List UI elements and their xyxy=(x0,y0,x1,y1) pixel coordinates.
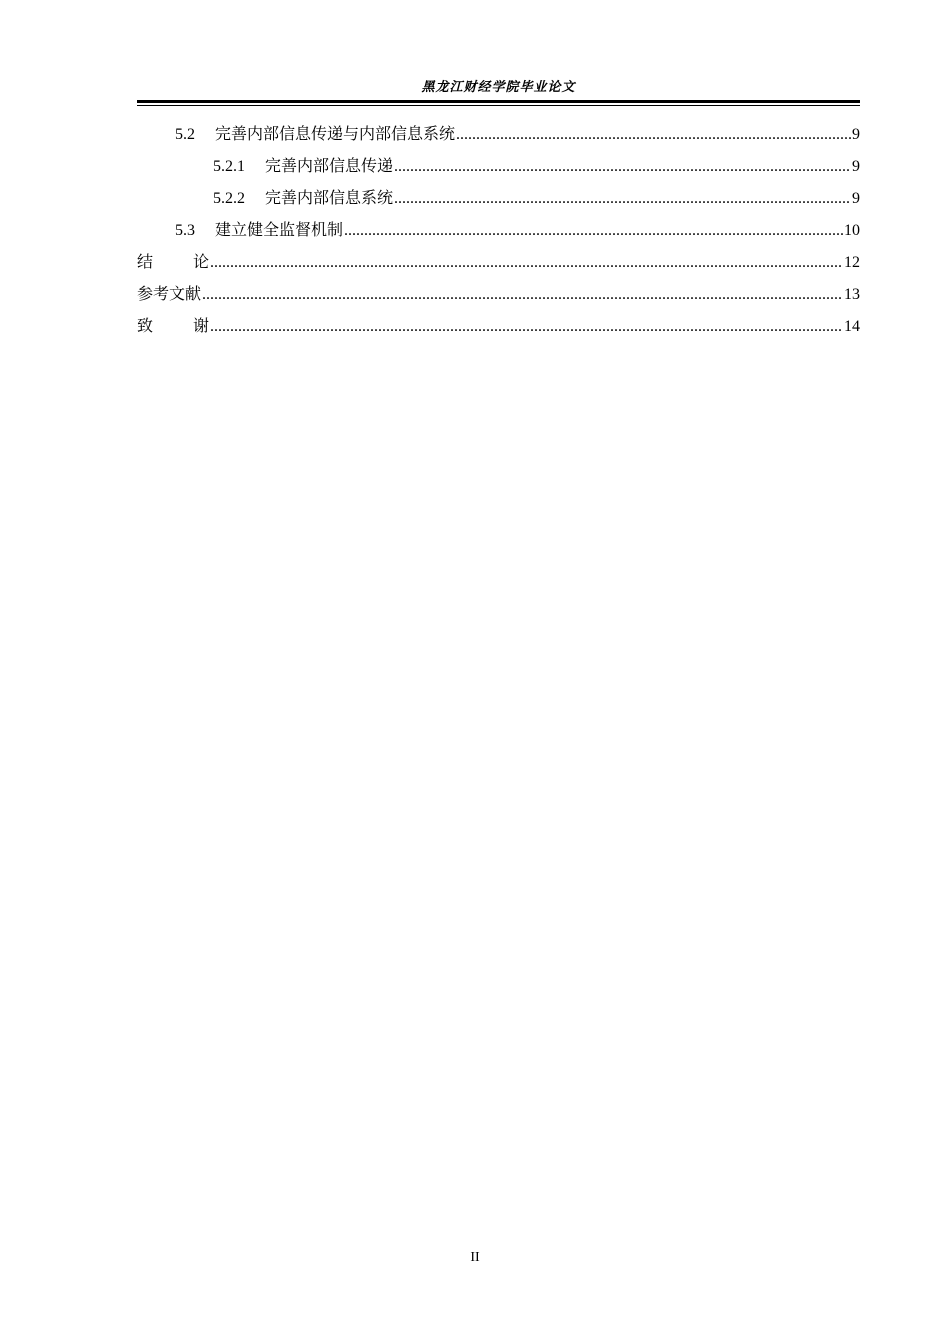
table-of-contents xyxy=(137,118,860,342)
toc-entry-conclusion[interactable] xyxy=(137,246,860,278)
toc-entry-title: 完善内部信息传递 xyxy=(265,156,394,175)
toc-entry-title: 完善内部信息系统 xyxy=(265,188,394,207)
toc-entry-title: 完善内部信息传递与内部信息系统 xyxy=(215,124,456,143)
toc-entry-title-char: 谢 xyxy=(193,316,210,335)
toc-leader-dots xyxy=(394,183,851,215)
toc-entry-acknowledgements[interactable] xyxy=(137,310,860,342)
toc-leader-dots xyxy=(210,311,843,343)
toc-entry-references[interactable] xyxy=(137,278,860,310)
header-rule-thick xyxy=(137,100,860,103)
toc-leader-dots xyxy=(210,247,843,279)
toc-entry-page: 9 xyxy=(852,126,860,143)
toc-entry[interactable] xyxy=(137,182,860,214)
toc-entry[interactable] xyxy=(137,118,860,150)
toc-entry-title-char: 致 xyxy=(137,316,194,335)
footer-page-number: II xyxy=(470,1250,480,1265)
toc-entry-title-char: 结 xyxy=(137,252,194,271)
header-rule-thin xyxy=(137,105,860,106)
toc-entry-number: 5.3 xyxy=(175,222,195,239)
toc-entry-page: 9 xyxy=(852,158,860,175)
toc-entry-number: 5.2 xyxy=(175,126,195,143)
toc-entry[interactable] xyxy=(137,150,860,182)
toc-leader-dots xyxy=(456,119,851,151)
running-header-title: 黑龙江财经学院毕业论文 xyxy=(421,80,576,95)
toc-entry-page: 13 xyxy=(844,286,860,303)
toc-entry[interactable] xyxy=(137,214,860,246)
toc-entry-page: 9 xyxy=(852,190,860,207)
toc-entry-number: 5.2.1 xyxy=(213,158,245,175)
toc-leader-dots xyxy=(344,215,843,247)
toc-entry-page: 14 xyxy=(844,318,860,335)
toc-leader-dots xyxy=(394,151,851,183)
toc-entry-page: 10 xyxy=(844,222,860,239)
toc-entry-number: 5.2.2 xyxy=(213,190,245,207)
toc-entry-title-char: 论 xyxy=(193,252,210,271)
toc-entry-page: 12 xyxy=(844,254,860,271)
toc-leader-dots xyxy=(202,279,843,311)
toc-entry-title: 建立健全监督机制 xyxy=(215,220,344,239)
toc-entry-title: 参考文献 xyxy=(137,284,202,303)
